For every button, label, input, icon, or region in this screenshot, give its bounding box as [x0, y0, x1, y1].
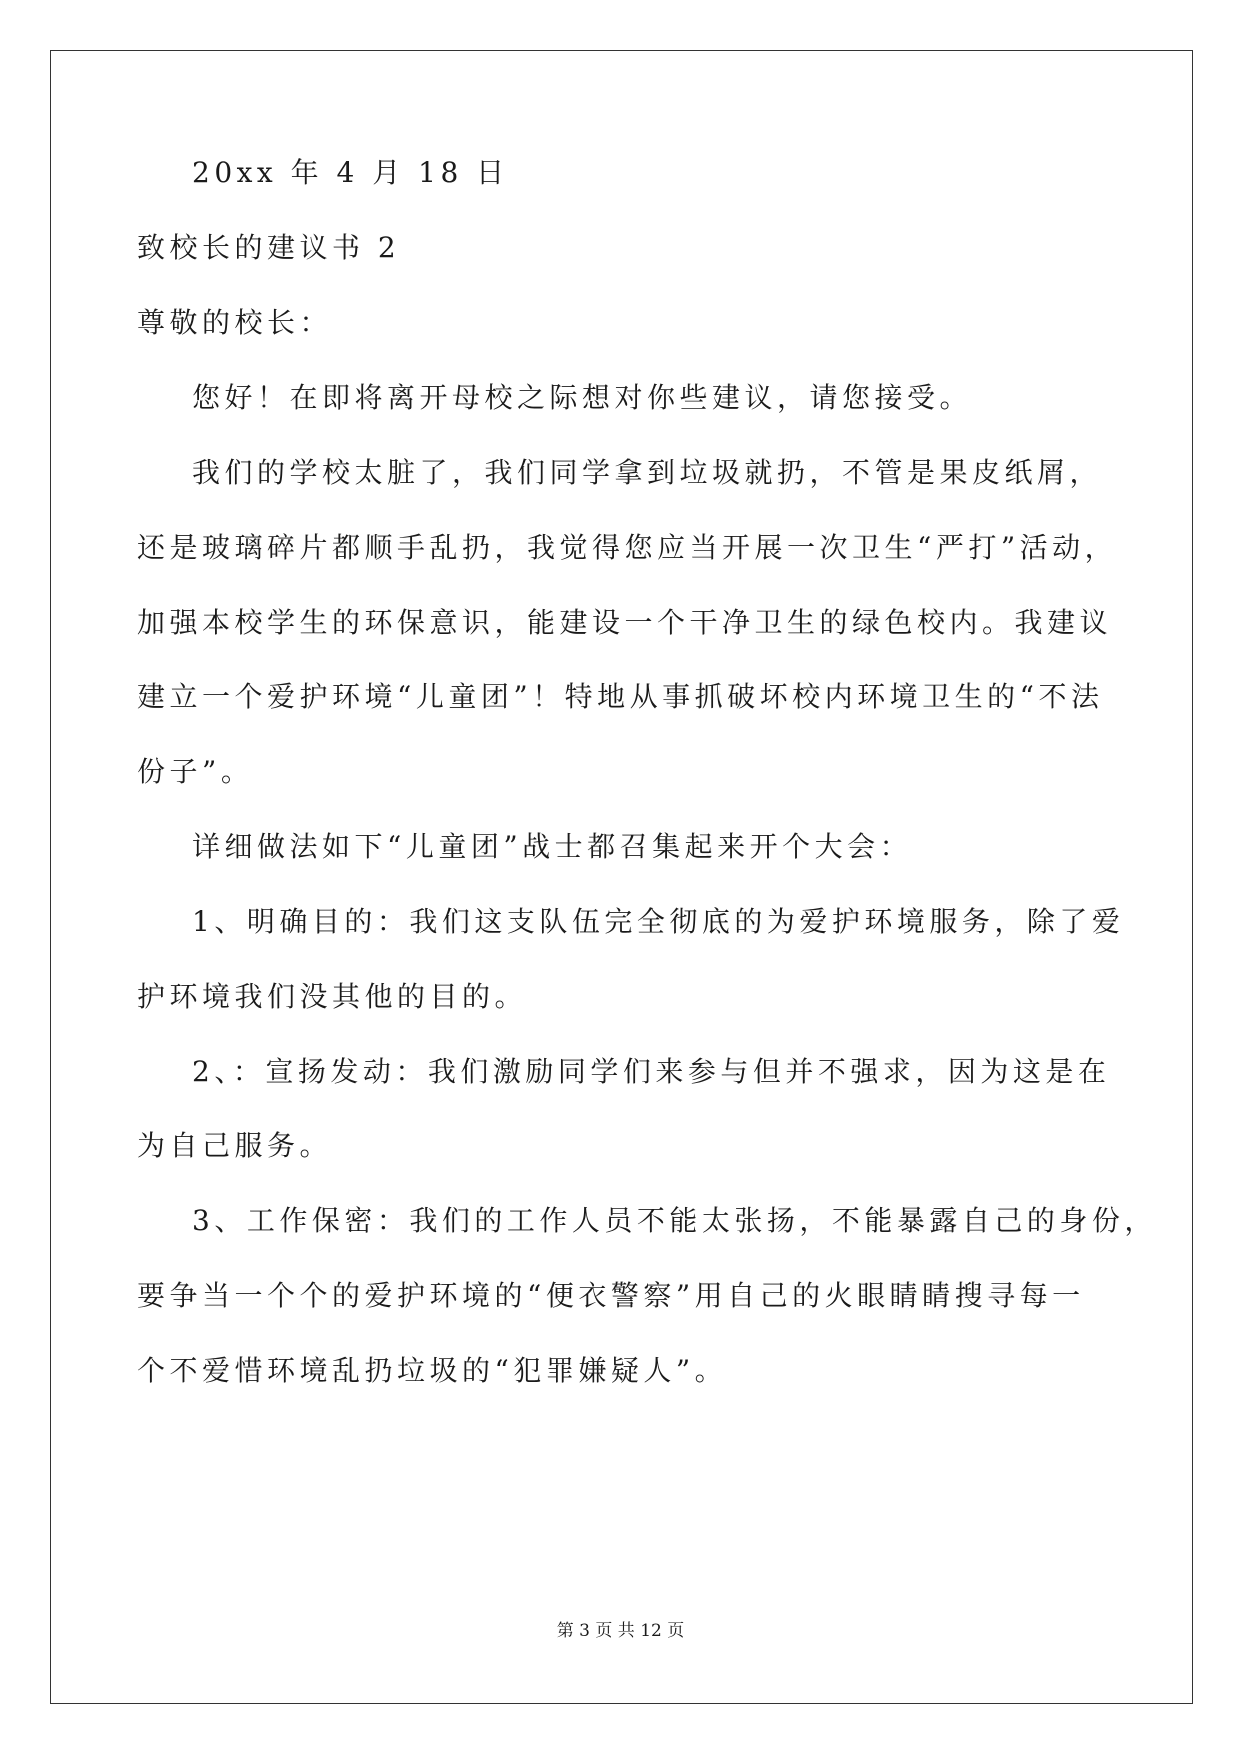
- paragraph-line: 详细做法如下“儿童团”战士都召集起来开个大会：: [192, 830, 913, 863]
- page-footer: 第 3 页 共 12 页: [556, 1621, 685, 1641]
- list-item-line: 2、：宣扬发动：我们激励同学们来参与但并不强求，因为这是在: [192, 1055, 1111, 1088]
- list-item-line: 3、工作保密：我们的工作人员不能太张扬，不能暴露自己的身份，: [192, 1204, 1157, 1237]
- paragraph-line: 还是玻璃碎片都顺手乱扔，我觉得您应当开展一次卫生“严打”活动，: [137, 531, 1118, 564]
- paragraph-line: 加强本校学生的环保意识，能建设一个干净卫生的绿色校内。我建议: [137, 606, 1113, 639]
- paragraph-line: 份子”。: [137, 755, 254, 788]
- paragraph-line: 您好！在即将离开母校之际想对你些建议，请您接受。: [192, 381, 973, 414]
- salutation: 尊敬的校长：: [137, 306, 333, 339]
- page-border: [50, 50, 1193, 1704]
- list-item-line: 护环境我们没其他的目的。: [137, 980, 528, 1013]
- date-line: 20xx 年 4 月 18 日: [192, 156, 509, 189]
- list-item-line: 1、明确目的：我们这支队伍完全彻底的为爱护环境服务，除了爱: [192, 905, 1125, 938]
- list-item-line: 要争当一个个的爱护环境的“便衣警察”用自己的火眼睛睛搜寻每一: [137, 1279, 1085, 1312]
- list-item-line: 个不爱惜环境乱扔垃圾的“犯罪嫌疑人”。: [137, 1354, 728, 1387]
- list-item-line: 为自己服务。: [137, 1129, 333, 1162]
- document-title: 致校长的建议书 2: [137, 231, 401, 264]
- paragraph-line: 建立一个爱护环境“儿童团”！特地从事抓破坏校内环境卫生的“不法: [137, 680, 1104, 713]
- paragraph-line: 我们的学校太脏了，我们同学拿到垃圾就扔，不管是果皮纸屑，: [192, 456, 1103, 489]
